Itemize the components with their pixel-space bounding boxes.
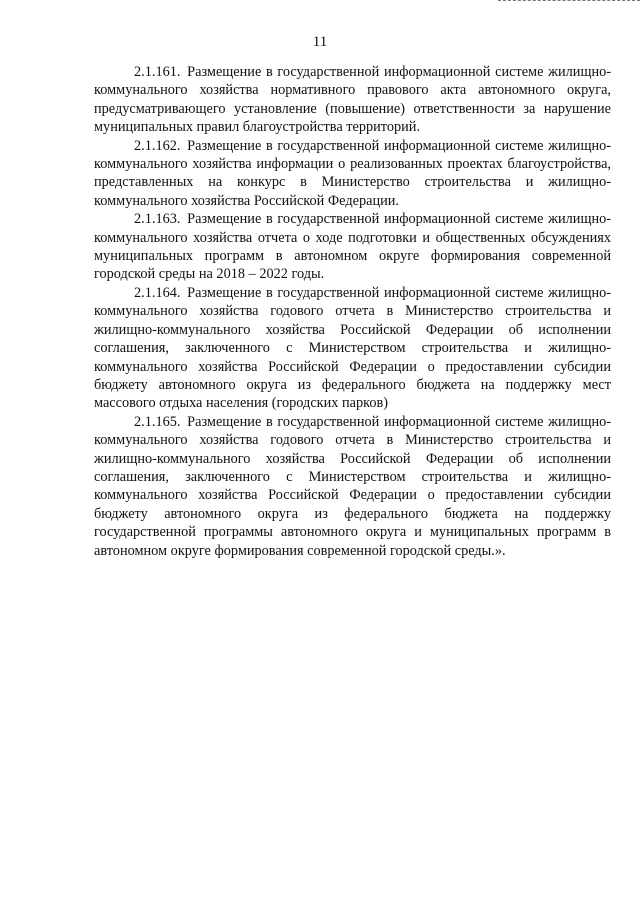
paragraph-text: Размещение в государственной информационной системе жилищно-коммунального хозяйства нормативного правового акта автономного округа, предусматривающего установление (повышение) ответственности за нарушение муниципальных правил благоустройства территорий. xyxy=(94,64,612,136)
document-body xyxy=(94,63,611,560)
paragraph-number: 2.1.163. xyxy=(134,211,181,228)
paragraph-number: 2.1.165. xyxy=(134,413,181,430)
paragraph-number: 2.1.162. xyxy=(134,137,181,154)
page-number: 11 xyxy=(312,34,328,50)
paragraph-number: 2.1.161. xyxy=(134,64,181,80)
paragraph-text: Размещение в государственной информационной системе жилищно-коммунального хозяйства отчета о ходе подготовки и общественных обсуждениях муниципальных программ в автономном округе формирования современной городской среды на 2018 – 2022 годы. xyxy=(94,211,612,283)
paragraph-number: 2.1.164. xyxy=(134,284,181,301)
paragraph-text: Размещение в государственной информационной системе жилищно-коммунального хозяйства информации о реализованных проектах благоустройства, представленных на конкурс в Министерство строительства и жилищно-коммунального хозяйства Российской Федерации. xyxy=(94,137,612,209)
paragraph-2-1-164 xyxy=(94,284,611,413)
paragraph-2-1-162 xyxy=(94,137,611,211)
paragraph-text: Размещение в государственной информационной системе жилищно-коммунального хозяйства годового отчета в Министерство строительства и жилищно-коммунального хозяйства Российской Федерации об исполнении соглашения, заключенного с Министерством строительства и жилищно-коммунального хозяйства Российской Федерации о предоставлении субсидии бюджету автономного округа из федерального бюджета на поддержку государственной программы автономного округа и муниципальных программ в автономном округе формирования современной городской среды.». xyxy=(94,413,612,559)
top-edge-rule xyxy=(498,0,640,2)
paragraph-2-1-161 xyxy=(94,63,611,137)
paragraph-text: Размещение в государственной информационной системе жилищно-коммунального хозяйства годового отчета в Министерство строительства и жилищно-коммунального хозяйства Российской Федерации об исполнении соглашения, заключенного с Министерством строительства и жилищно-коммунального хозяйства Российской Федерации о предоставлении субсидии бюджету автономного округа из федерального бюджета на поддержку мест массового отдыха населения (городских парков) xyxy=(94,284,612,412)
paragraph-2-1-163 xyxy=(94,210,611,284)
paragraph-2-1-165 xyxy=(94,413,611,560)
